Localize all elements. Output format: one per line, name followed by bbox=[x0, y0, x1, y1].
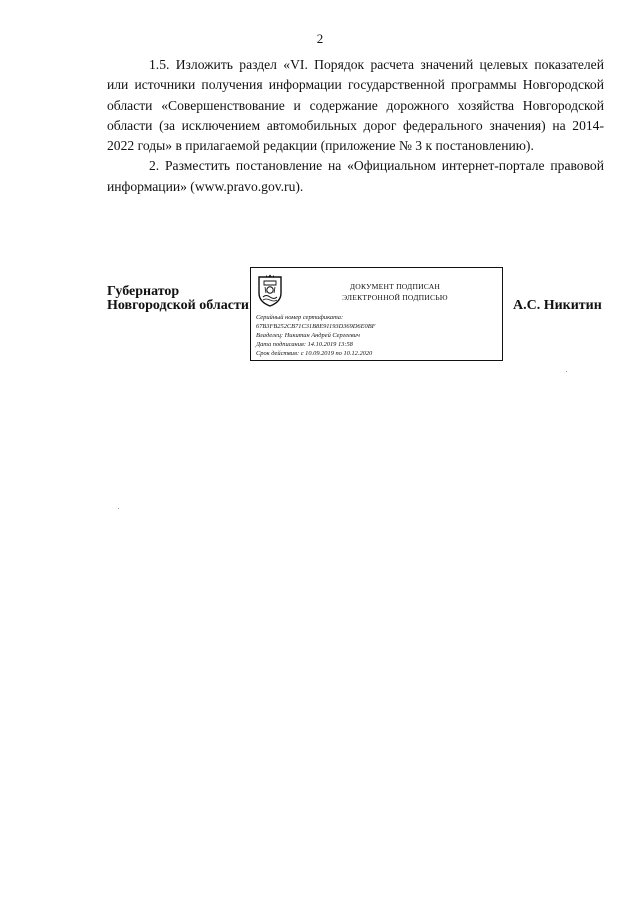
signatory-name: А.С. Никитин bbox=[513, 298, 602, 313]
serial-value: 67B3FB252CB71C31B8E91193D369D6E0BF bbox=[256, 323, 376, 330]
document-body bbox=[107, 55, 604, 197]
serial-label: Серийный номер сертификата: bbox=[256, 314, 344, 321]
certificate-details bbox=[256, 313, 376, 358]
page-number: 2 bbox=[316, 31, 324, 46]
signature-block bbox=[0, 262, 640, 392]
coat-of-arms-icon bbox=[256, 273, 284, 307]
stamp-title-line-2: ЭЛЕКТРОННОЙ ПОДПИСЬЮ bbox=[342, 293, 448, 302]
position-line-1: Губернатор bbox=[107, 284, 180, 299]
paragraph-2: 2. Разместить постановление на «Официальном интернет-портале правовой информации» (www.pravo.gov.ru). bbox=[107, 158, 604, 194]
signing-date: Дата подписания: 14.10.2019 13:58 bbox=[256, 341, 353, 348]
certificate-owner: Владелец: Никитин Андрей Сергеевич bbox=[256, 332, 360, 339]
electronic-signature-stamp bbox=[250, 267, 503, 361]
scan-speck bbox=[118, 508, 119, 509]
validity-period: Срок действия: с 10.09.2019 по 10.12.2020 bbox=[256, 350, 373, 357]
stamp-title-line-1: ДОКУМЕНТ ПОДПИСАН bbox=[349, 282, 441, 291]
scan-speck bbox=[566, 371, 567, 372]
paragraph-1-5: 1.5. Изложить раздел «VI. Порядок расчета значений целевых показателей или источники получения информации государственной программы Новгородской области «Совершенствование и содержание дорожного хозяйства Новгородской области (за исключением автомобильных дорог федерального значения) на 2014-2022 годы» в прилагаемой редакции (приложение № 3 к постановлению). bbox=[107, 57, 604, 154]
stamp-title bbox=[295, 281, 495, 303]
signatory-position bbox=[107, 285, 249, 313]
position-line-2: Новгородской области bbox=[107, 298, 249, 313]
